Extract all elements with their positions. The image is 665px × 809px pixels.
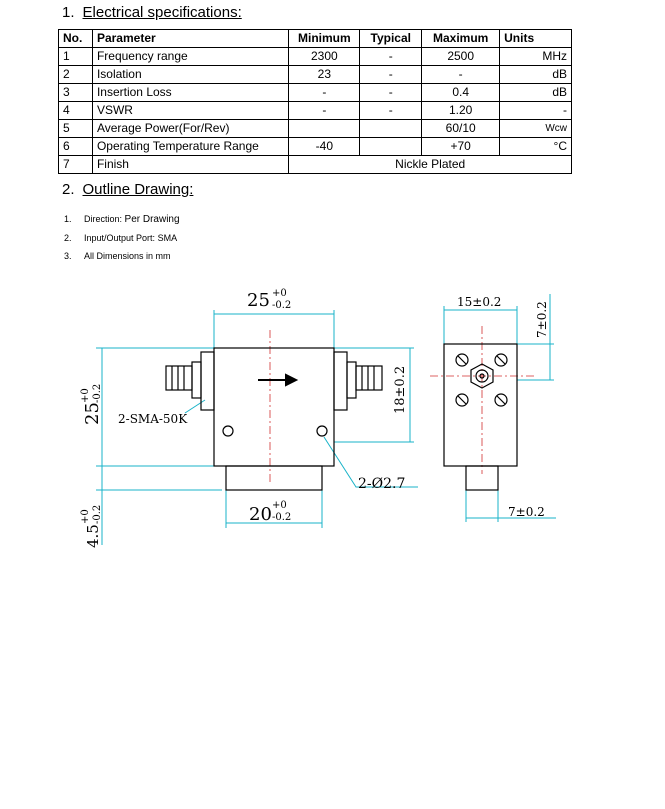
section-1-number: 1. (62, 4, 75, 21)
header-parameter: Parameter (92, 30, 288, 48)
direction-arrow-icon (258, 375, 296, 385)
cell-max: 1.20 (422, 102, 500, 120)
cell-param: Operating Temperature Range (92, 138, 288, 156)
dim-base-width-tol-upper: +0 (272, 500, 287, 511)
cell-no: 6 (59, 138, 93, 156)
cell-max: - (422, 66, 500, 84)
section-2-number: 2. (62, 181, 75, 198)
cell-unit: - (500, 102, 572, 120)
side-bottom-label: 7±0.2 (508, 505, 545, 519)
connector-label: 2-SMA-50K (118, 412, 188, 426)
cell-param: Frequency range (92, 48, 288, 66)
cell-max: 2500 (422, 48, 500, 66)
cell-param: Isolation (92, 66, 288, 84)
cell-min: 2300 (289, 48, 360, 66)
cell-typ: - (360, 102, 422, 120)
dimension-labels (80, 288, 549, 548)
cell-min: -40 (289, 138, 360, 156)
cell-merged-value: Nickle Plated (289, 156, 572, 174)
header-minimum: Minimum (289, 30, 360, 48)
hole-label: 2-Ø2.7 (358, 476, 406, 492)
cell-unit: °C (500, 138, 572, 156)
note-value: Per Drawing (124, 214, 180, 225)
cell-param: VSWR (92, 102, 288, 120)
section-2-text: Outline Drawing: (82, 181, 194, 198)
cell-typ: - (360, 48, 422, 66)
side-view (444, 344, 517, 490)
cell-max: +70 (422, 138, 500, 156)
dim-base-width-tol-lower: -0.2 (272, 512, 292, 523)
cell-param: Finish (92, 156, 288, 174)
note-number: 1. (64, 214, 72, 224)
cell-no: 1 (59, 48, 93, 66)
cell-min: - (289, 84, 360, 102)
cell-param: Average Power(For/Rev) (92, 120, 288, 138)
cell-typ: - (360, 66, 422, 84)
cell-unit: dB (500, 84, 572, 102)
header-maximum: Maximum (422, 30, 500, 48)
cell-param: Insertion Loss (92, 84, 288, 102)
dim-base-height-tol-upper: +0 (80, 509, 91, 524)
note-value: SMA (157, 233, 178, 243)
cell-no: 7 (59, 156, 93, 174)
cell-min: - (289, 102, 360, 120)
cell-no: 2 (59, 66, 93, 84)
dim-right-height: 18±0.2 (393, 365, 408, 414)
dim-base-height-value: 4.5 (84, 524, 102, 548)
dim-top-value: 25 (247, 290, 270, 311)
dim-top-tol-lower: -0.2 (272, 300, 292, 311)
cell-no: 4 (59, 102, 93, 120)
side-width-label: 15±0.2 (457, 295, 502, 309)
cell-unit: Wcw (500, 120, 572, 138)
header-typical: Typical (360, 30, 422, 48)
header-no: No. (59, 30, 93, 48)
dim-base-height-tol-lower: -0.2 (92, 504, 103, 524)
note-label: Direction: (84, 214, 123, 224)
note-label: All Dimensions in mm (84, 251, 171, 261)
cell-typ: - (360, 84, 422, 102)
cell-no: 5 (59, 120, 93, 138)
note-number: 3. (64, 251, 72, 261)
dim-base-width-value: 20 (249, 504, 272, 525)
dim-left-tol-upper: +0 (80, 388, 91, 403)
section-1-text: Electrical specifications: (82, 4, 242, 21)
cell-unit: dB (500, 66, 572, 84)
dim-left-value: 25 (82, 402, 103, 425)
cell-max: 60/10 (422, 120, 500, 138)
cell-unit: MHz (500, 48, 572, 66)
dim-top-tol-upper: +0 (272, 288, 287, 299)
cell-max: 0.4 (422, 84, 500, 102)
cell-no: 3 (59, 84, 93, 102)
front-view (166, 348, 382, 490)
dim-left-tol-lower: -0.2 (92, 383, 103, 403)
cell-min: 23 (289, 66, 360, 84)
note-number: 2. (64, 233, 72, 243)
note-label: Input/Output Port: (84, 233, 156, 243)
header-units: Units (500, 30, 572, 48)
side-height-label: 7±0.2 (535, 301, 549, 338)
